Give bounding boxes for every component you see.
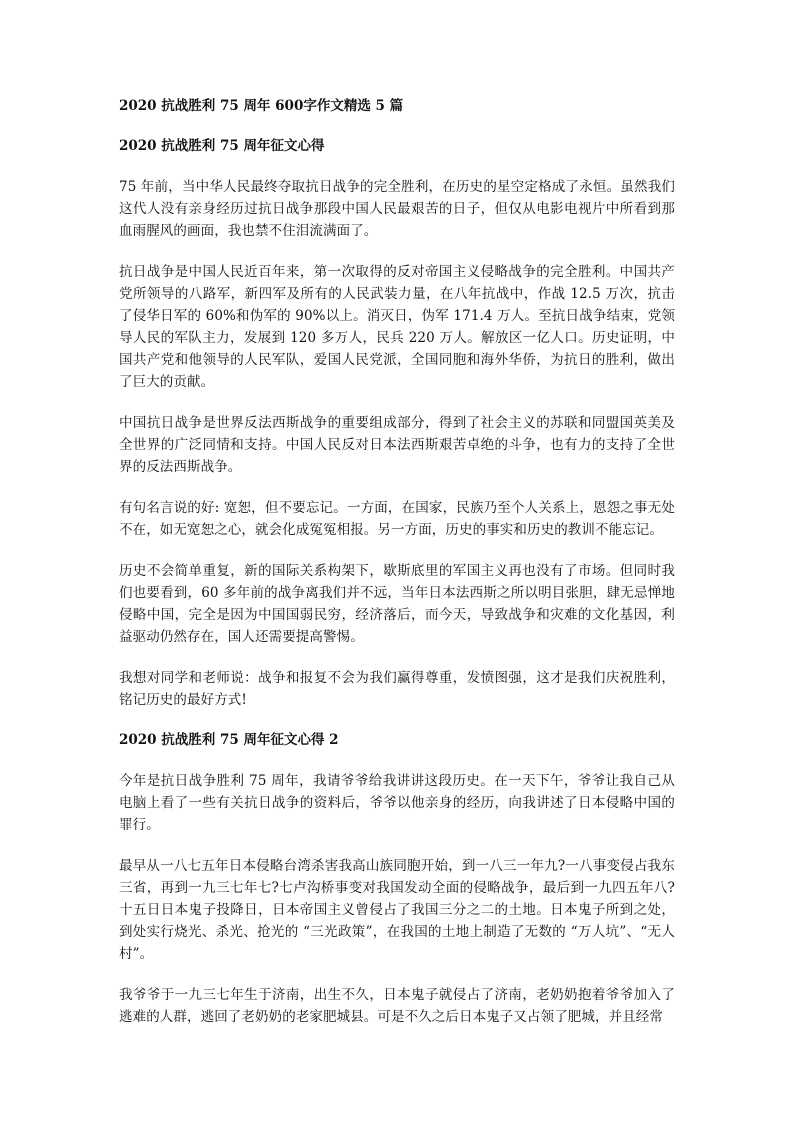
paragraph: 75 年前，当中华人民最终夺取抗日战争的完全胜利，在历史的星空定格成了永恒。虽然我们这代人没有亲身经历过抗日战争那段中国人民最艰苦的日子，但仅从电影电视片中所看到那血雨腥风的画面，我也禁不住泪流满面了。 [119, 179, 675, 239]
paragraph: 抗日战争是中国人民近百年来，第一次取得的反对帝国主义侵略战争的完全胜利。中国共产党所领导的八路军，新四军及所有的人民武装力量，在八年抗战中，作战 12.5 万次，抗击了侵华日军的 60%和伪军的 90%以上。消灭日，伪军 171.4 万人。至抗日战争结束，党领导人民的军队主力，发展到 120 多万人，民兵 220 万人。解放区一亿人口。历史证明，中国共产党和他领导的人民军队，爱国人民党派，全国同胞和海外华侨，为抗日的胜利，做出了巨大的贡献。 [119, 264, 675, 390]
section-1-heading: 2020 抗战胜利 75 周年征文心得 [119, 138, 325, 154]
paragraph: 最早从一八七五年日本侵略台湾杀害我高山族同胞开始，到一八三一年九?一八事变侵占我东三省，再到一九三七年七?七卢沟桥事变对我国发动全面的侵略战争，最后到一九四五年八?十五日日本鬼子投降日，日本帝国主义曾侵占了我国三分之二的土地。日本鬼子所到之处，到处实行烧光、杀光、抢光的 “三光政策”，在我国的土地上制造了无数的 “万人坑”、“无人村”。 [119, 858, 675, 962]
document-title: 2020 抗战胜利 75 周年 600字作文精选 5 篇 [119, 98, 404, 114]
document-page [119, 96, 675, 1028]
paragraph: 我爷爷于一九三七年生于济南，出生不久，日本鬼子就侵占了济南，老奶奶抱着爷爷加入了逃难的人群，逃回了老奶奶的老家肥城县。可是不久之后日本鬼子又占领了肥城，并且经常 [119, 987, 675, 1025]
paragraph: 中国抗日战争是世界反法西斯战争的重要组成部分，得到了社会主义的苏联和同盟国英美及全世界的广泛同情和支持。中国人民反对日本法西斯艰苦卓绝的斗争，也有力的支持了全世界的反法西斯战争。 [119, 415, 675, 475]
paragraph: 有句名言说的好: 宽恕，但不要忘记。一方面，在国家，民族乃至个人关系上，恩怨之事无处不在，如无宽恕之心，就会化成冤冤相报。另一方面，历史的事实和历史的教训不能忘记。 [119, 500, 675, 538]
paragraph: 历史不会简单重复，新的国际关系构架下，歇斯底里的军国主义再也没有了市场。但同时我们也要看到，60 多年前的战争离我们并不远，当年日本法西斯之所以明目张胆，肆无忌惮地侵略中国，完全是因为中国国弱民穷，经济落后，而今天，导致战争和灾难的文化基因，利益驱动仍然存在，国人还需要提高警惕。 [119, 563, 675, 645]
paragraph: 今年是抗日战争胜利 75 周年，我请爷爷给我讲讲这段历史。在一天下午，爷爷让我自己从电脑上看了一些有关抗日战争的资料后，爷爷以他亲身的经历，向我讲述了日本侵略中国的罪行。 [119, 773, 675, 833]
paragraph: 我想对同学和老师说：战争和报复不会为我们赢得尊重，发愤图强，这才是我们庆祝胜利，铭记历史的最好方式! [119, 670, 675, 708]
section-2-heading: 2020 抗战胜利 75 周年征文心得 2 [119, 732, 339, 748]
